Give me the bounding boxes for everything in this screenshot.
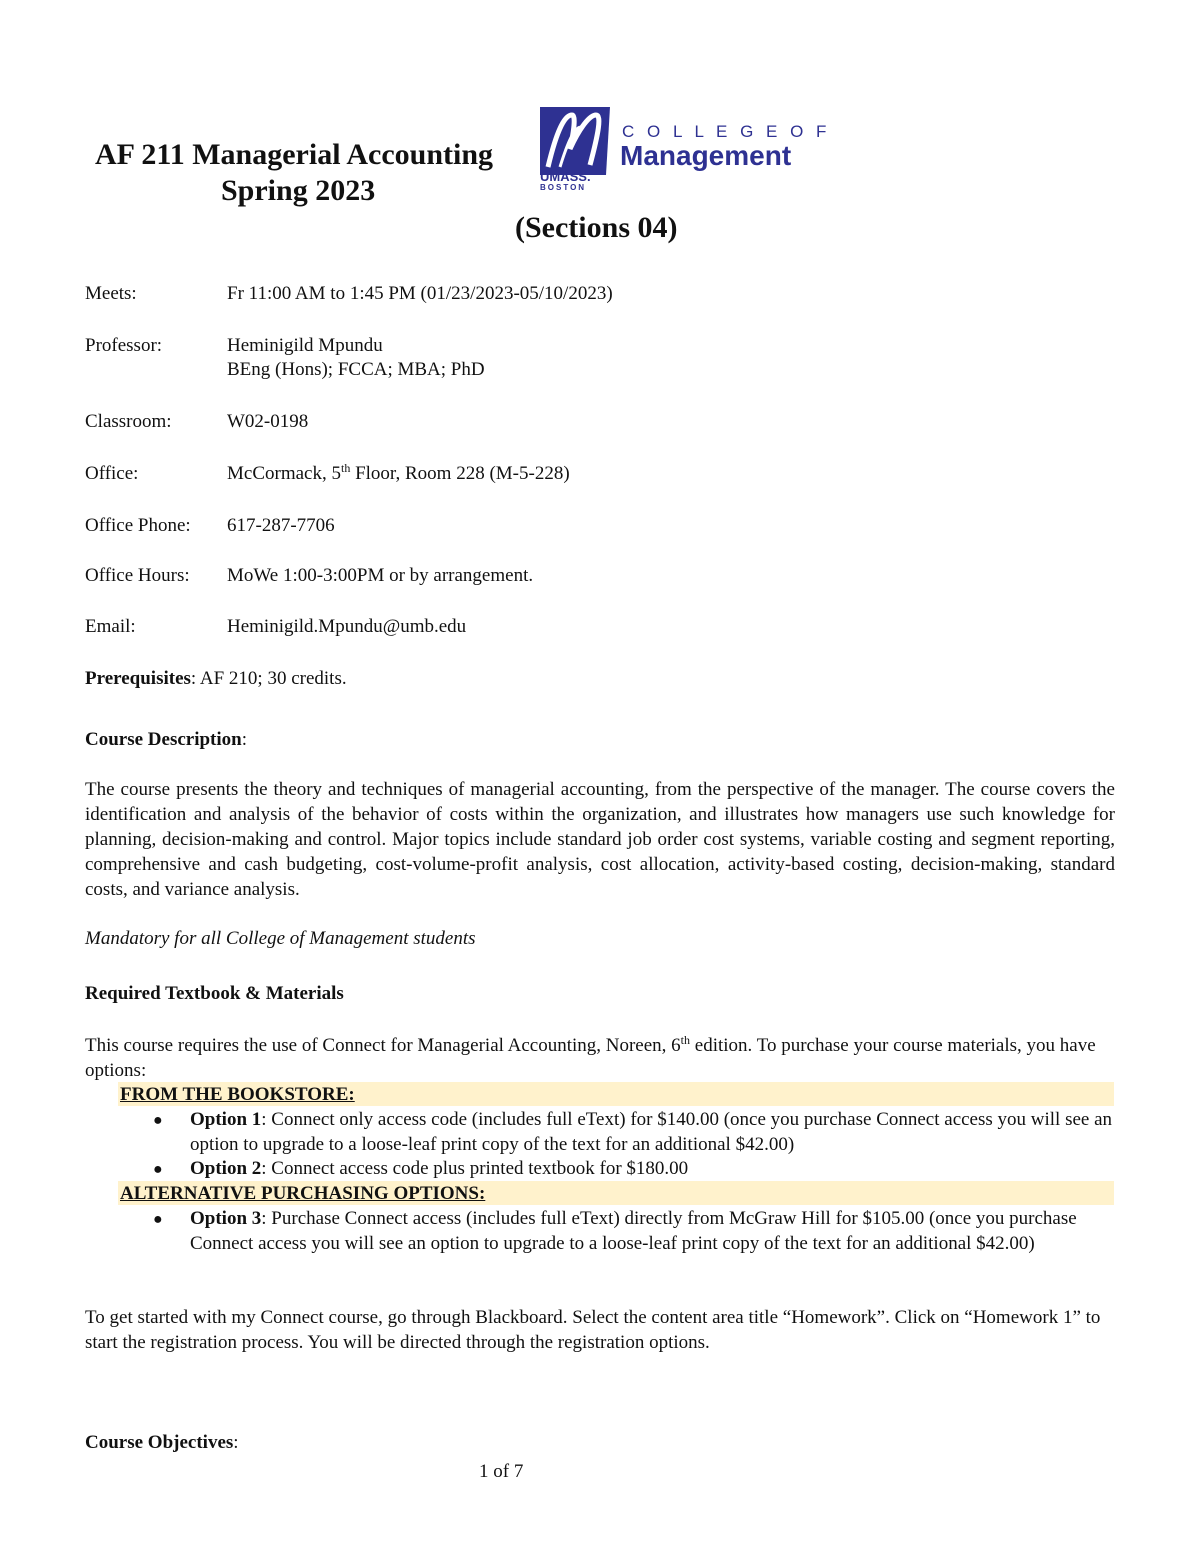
- svg-text:C O L L E G E O F: C O L L E G E O F: [622, 122, 831, 141]
- email-link[interactable]: Heminigild.Mpundu@umb.edu: [227, 616, 467, 637]
- office-label: Office:: [85, 463, 139, 484]
- email-label: Email:: [85, 616, 136, 637]
- course-description-text: The course presents the theory and techniques of managerial accounting, from the perspective of the manager. The course covers the identification and analysis of the behavior of costs within the organization, and illustrates how managers use such knowledge for planning, decision-making and control. Major topics include standard job order cost systems, variable costing and segment reporting, comprehensive and cash budgeting, cost-volume-profit analysis, cost allocation, activity-based costing, decision-making, standard costs, and variance analysis.: [85, 779, 1115, 900]
- professor-label: Professor:: [85, 335, 163, 356]
- bullet-icon: ●: [153, 1112, 163, 1129]
- getting-started: To get started with my Connect course, go through Blackboard. Select the content area title “Homework”. Click on “Homework 1” to start the registration process. You will be directed through the registration options.: [85, 1307, 1101, 1353]
- svg-text:Management: Management: [620, 140, 792, 171]
- office-value: McCormack, 5th Floor, Room 228 (M-5-228): [227, 461, 570, 484]
- svg-text:BOSTON: BOSTON: [540, 183, 587, 190]
- phone-label: Office Phone:: [85, 515, 191, 536]
- meets-label: Meets:: [85, 283, 137, 304]
- hours-label: Office Hours:: [85, 565, 190, 586]
- bullet-icon: ●: [153, 1211, 163, 1228]
- prerequisites: Prerequisites: AF 210; 30 credits.: [85, 668, 347, 689]
- hours-value: MoWe 1:00-3:00PM or by arrangement.: [227, 565, 534, 586]
- bullet-icon: ●: [153, 1161, 163, 1178]
- classroom-label: Classroom:: [85, 411, 172, 432]
- umass-logo-icon: [538, 105, 833, 190]
- page-number: 1 of 7: [479, 1461, 524, 1482]
- course-objectives-heading: Course Objectives:: [85, 1432, 239, 1453]
- alternative-heading: ALTERNATIVE PURCHASING OPTIONS:: [118, 1181, 1114, 1205]
- materials-heading: Required Textbook & Materials: [85, 983, 344, 1004]
- materials-intro: This course requires the use of Connect for Managerial Accounting, Noreen, 6th edition. To purchase your course materials, you have options:: [85, 1033, 1096, 1081]
- mandatory-note: Mandatory for all College of Management students: [85, 928, 476, 949]
- option-2: Option 2: Connect access code plus printed textbook for $180.00: [190, 1158, 689, 1179]
- option-3: Option 3: Purchase Connect access (includes full eText) directly from McGraw Hill for $105.00 (once you purchase Connect access you will see an option to upgrade to a loose-leaf print copy of the text for an additional $42.00): [190, 1208, 1077, 1254]
- classroom-value: W02-0198: [227, 411, 309, 432]
- course-title: AF 211 Managerial Accounting: [95, 138, 494, 171]
- sections: (Sections 04): [515, 211, 678, 244]
- bookstore-heading: FROM THE BOOKSTORE:: [118, 1082, 1114, 1106]
- svg-text:UMASS.: UMASS.: [540, 169, 591, 184]
- option-1: Option 1: Connect only access code (includes full eText) for $140.00 (once you purchase Connect access you will see an option to upgrade to a loose-leaf print copy of the text for an additional $42.00): [190, 1109, 1113, 1155]
- college-logo: [538, 105, 833, 190]
- professor-credentials: BEng (Hons); FCCA; MBA; PhD: [227, 359, 485, 380]
- meets-value: Fr 11:00 AM to 1:45 PM (01/23/2023-05/10/2023): [227, 283, 613, 304]
- professor-name: Heminigild Mpundu: [227, 335, 383, 356]
- phone-value: 617-287-7706: [227, 515, 335, 536]
- term: Spring 2023: [221, 174, 376, 207]
- course-description-heading: Course Description:: [85, 729, 248, 750]
